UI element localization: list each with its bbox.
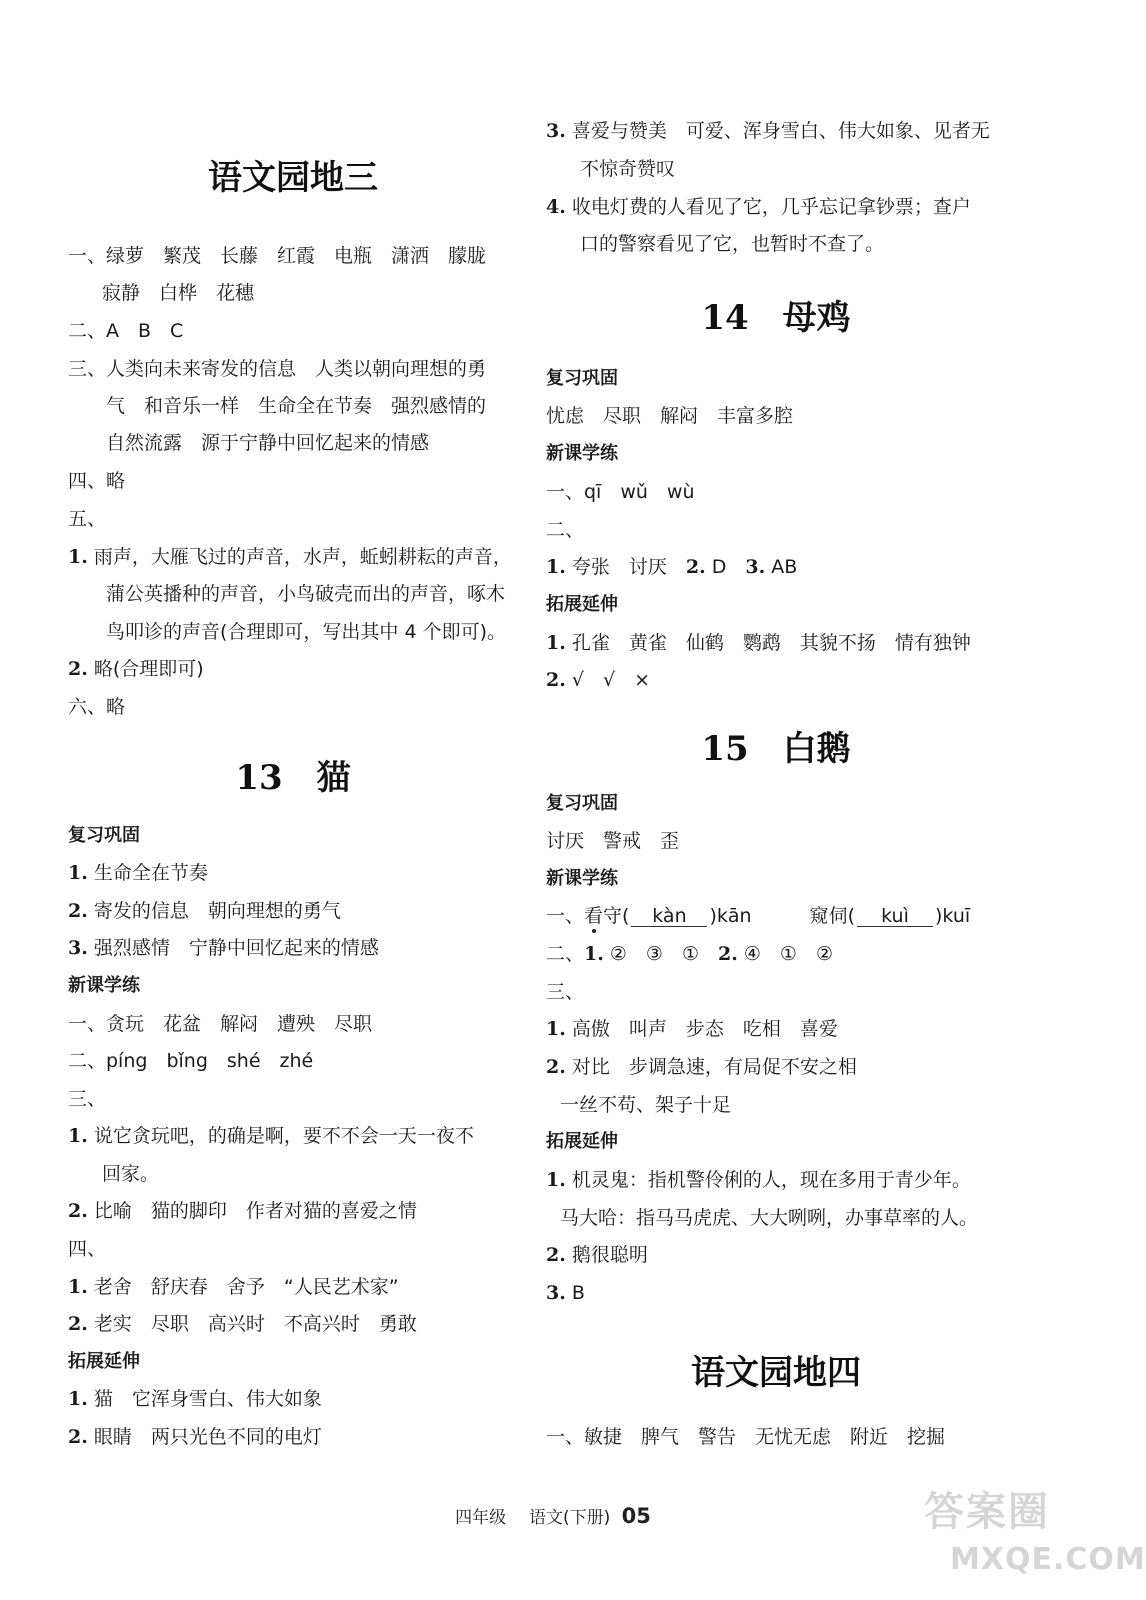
answer-line <box>68 1124 474 1148</box>
answer-text: 喜爱与赞美 可爱、浑身雪白、伟大如象、见者无 <box>565 120 990 142</box>
item-number: 1. <box>546 1018 566 1040</box>
answer-line: 忧虑 尽职 解闷 丰富多腔 <box>546 405 794 427</box>
watermark-text-top: 答案圈 <box>924 1488 1050 1535</box>
answer-text: √ √ × <box>565 669 651 691</box>
subheading-new-lesson: 新课学练 <box>546 868 618 889</box>
answer-line <box>68 936 379 960</box>
answer-text: 寄发的信息 朝向理想的勇气 <box>87 900 341 922</box>
subheading-new-lesson: 新课学练 <box>546 443 618 464</box>
answer-line <box>68 899 341 923</box>
item-number: 1. <box>68 546 88 568</box>
item-number: 3. <box>745 556 766 578</box>
answer-line: 二、 <box>546 519 585 541</box>
answer-line: 讨厌 警戒 歪 <box>546 830 680 852</box>
answer-line: 六、略 <box>68 696 126 718</box>
answer-line: 口的警察看见了它，也暂时不查了。 <box>580 233 885 255</box>
answer-line <box>546 119 990 143</box>
answer-text: 猫 它浑身雪白、伟大如象 <box>87 1388 322 1410</box>
answer-text: 鹅很聪明 <box>565 1244 648 1266</box>
answer-text: 比喻 猫的脚印 作者对猫的喜爱之情 <box>87 1200 417 1222</box>
subheading-extension: 拓展延伸 <box>546 594 618 615</box>
answer-text: 高傲 叫声 步态 吃相 喜爱 <box>565 1018 838 1040</box>
section-title-yuwen-yuandi-4: 语文园地四 <box>691 1353 861 1393</box>
item-number: 2. <box>68 1426 88 1448</box>
answer-line <box>546 942 833 966</box>
subheading-extension: 拓展延伸 <box>546 1131 618 1152</box>
item-number: 3. <box>546 1282 566 1304</box>
item-number: 2. <box>546 1244 566 1266</box>
answer-line: 马大哈：指马马虎虎、大大咧咧，办事草率的人。 <box>560 1207 979 1229</box>
answer-text: ② ③ ① <box>603 943 718 965</box>
answer-line <box>546 1243 648 1267</box>
fill-blank: kàn <box>631 906 707 927</box>
item-number: 2. <box>68 1200 88 1222</box>
answer-line: 三、 <box>68 1088 107 1110</box>
answer-text: 守( <box>603 905 630 927</box>
answer-text: 略(合理即可) <box>87 658 204 680</box>
answer-text: 对比 步调急速，有局促不安之相 <box>565 1056 857 1078</box>
answer-line <box>546 195 971 219</box>
answer-line-pinyin <box>546 904 970 928</box>
item-number: 2. <box>68 1313 88 1335</box>
answer-line: 一、绿萝 繁茂 长藤 红霞 电瓶 潇洒 朦胧 <box>68 245 487 267</box>
dotted-char: 看 <box>584 905 604 927</box>
answer-line <box>68 657 204 681</box>
subheading-review: 复习巩固 <box>546 368 618 389</box>
item-number: 1. <box>546 1169 566 1191</box>
answer-line <box>546 1168 971 1192</box>
answer-line: 蒲公英播种的声音，小鸟破壳而出的声音，啄木 <box>106 583 506 605</box>
item-number: 4. <box>546 196 566 218</box>
page-number: 05 <box>621 1504 651 1528</box>
item-number: 2. <box>718 943 738 965</box>
footer-grade: 四年级 <box>455 1508 507 1528</box>
watermark-logo <box>918 1474 1146 1584</box>
answer-line <box>68 1312 417 1336</box>
section-title-14-muji: 14 母鸡 <box>701 298 851 338</box>
answer-text: 强烈感情 宁静中回忆起来的情感 <box>87 937 379 959</box>
answer-text: 说它贪玩吧，的确是啊，要不不会一天一夜不 <box>87 1125 474 1147</box>
answer-line <box>546 1055 857 1079</box>
item-number: 1. <box>68 1125 88 1147</box>
item-number: 1. <box>68 1388 88 1410</box>
answer-text: AB <box>765 556 798 578</box>
answer-text: 二、 <box>546 943 585 965</box>
answer-line <box>68 1387 322 1411</box>
answer-line: 气 和音乐一样 生命全在节奏 强烈感情的 <box>106 395 487 417</box>
answer-line: 自然流露 源于宁静中回忆起来的情感 <box>106 432 430 454</box>
answer-line: 三、人类向未来寄发的信息 人类以朝向理想的勇 <box>68 358 487 380</box>
subheading-review: 复习巩固 <box>546 793 618 814</box>
answer-line <box>546 631 971 655</box>
answer-text: D <box>705 556 746 578</box>
answer-line <box>68 545 512 569</box>
answer-line: 鸟叩诊的声音(合理即可，写出其中 4 个即可)。 <box>106 621 506 643</box>
answer-text: 眼睛 两只光色不同的电灯 <box>87 1426 322 1448</box>
answer-line: 一、贪玩 花盆 解闷 遭殃 尽职 <box>68 1013 373 1035</box>
answer-line: 四、 <box>68 1238 107 1260</box>
answer-line <box>546 555 797 579</box>
answer-text: 老舍 舒庆春 舍予 “人民艺术家” <box>87 1276 399 1298</box>
answer-line <box>546 668 650 692</box>
section-title-13-mao: 13 猫 <box>235 758 351 798</box>
answer-line: 一、qī wǔ wù <box>546 481 695 503</box>
answer-line: 不惊奇赞叹 <box>580 158 676 180</box>
answer-text: 夸张 讨厌 <box>565 556 686 578</box>
footer-subject: 语文(下册) <box>528 1508 611 1528</box>
answer-text: 窥伺( <box>809 905 855 927</box>
answer-line: 二、píng bǐng shé zhé <box>68 1050 314 1072</box>
watermark-text-bottom: MXQE.COM <box>950 1542 1146 1577</box>
section-title-yuwen-yuandi-3: 语文园地三 <box>208 158 378 198</box>
answer-text: 收电灯费的人看见了它，几乎忘记拿钞票；查户 <box>565 196 971 218</box>
subheading-extension: 拓展延伸 <box>68 1351 140 1372</box>
item-number: 2. <box>68 658 88 680</box>
item-number: 2. <box>546 1056 566 1078</box>
item-number: 3. <box>68 937 88 959</box>
answer-line: 三、 <box>546 981 585 1003</box>
item-number: 1. <box>546 556 566 578</box>
answer-text: B <box>565 1282 585 1304</box>
answer-text: 雨声，大雁飞过的声音，水声，蚯蚓耕耘的声音， <box>87 546 512 568</box>
answer-line: 一丝不苟、架子十足 <box>560 1094 732 1116</box>
answer-line <box>68 1199 417 1223</box>
answer-line <box>68 1275 399 1299</box>
answer-line: 寂静 白桦 花穗 <box>102 282 255 304</box>
answer-text: 机灵鬼：指机警伶俐的人，现在多用于青少年。 <box>565 1169 971 1191</box>
answer-line <box>68 861 208 885</box>
answer-line <box>546 1281 585 1305</box>
item-number: 2. <box>685 556 706 578</box>
item-number: 2. <box>546 669 566 691</box>
answer-line: 二、A B C <box>68 320 184 342</box>
section-title-15-baie: 15 白鹅 <box>701 729 851 769</box>
item-number: 3. <box>546 120 566 142</box>
item-number: 1. <box>68 862 88 884</box>
answer-text: 生命全在节奏 <box>87 862 208 884</box>
answer-line: 回家。 <box>102 1163 160 1185</box>
answer-text: 孔雀 黄雀 仙鹤 鹦鹉 其貌不扬 情有独钟 <box>565 632 971 654</box>
item-number: 1. <box>584 943 604 965</box>
answer-line: 四、略 <box>68 470 126 492</box>
answer-line: 五、 <box>68 508 107 530</box>
item-number: 1. <box>68 1276 88 1298</box>
answer-text: )kuī <box>934 905 971 927</box>
item-number: 1. <box>546 632 566 654</box>
answer-line <box>68 1425 322 1449</box>
answer-text: )kān <box>709 905 752 927</box>
answer-text: 老实 尽职 高兴时 不高兴时 勇敢 <box>87 1313 417 1335</box>
item-number: 2. <box>68 900 88 922</box>
answer-line <box>546 1017 838 1041</box>
answer-text: ④ ① ② <box>737 943 833 965</box>
fill-blank: kuì <box>857 906 933 927</box>
answer-text: 一、 <box>546 905 585 927</box>
subheading-new-lesson: 新课学练 <box>68 975 140 996</box>
answer-line: 一、敏捷 脾气 警告 无忧无虑 附近 挖掘 <box>546 1426 946 1448</box>
subheading-review: 复习巩固 <box>68 825 140 846</box>
